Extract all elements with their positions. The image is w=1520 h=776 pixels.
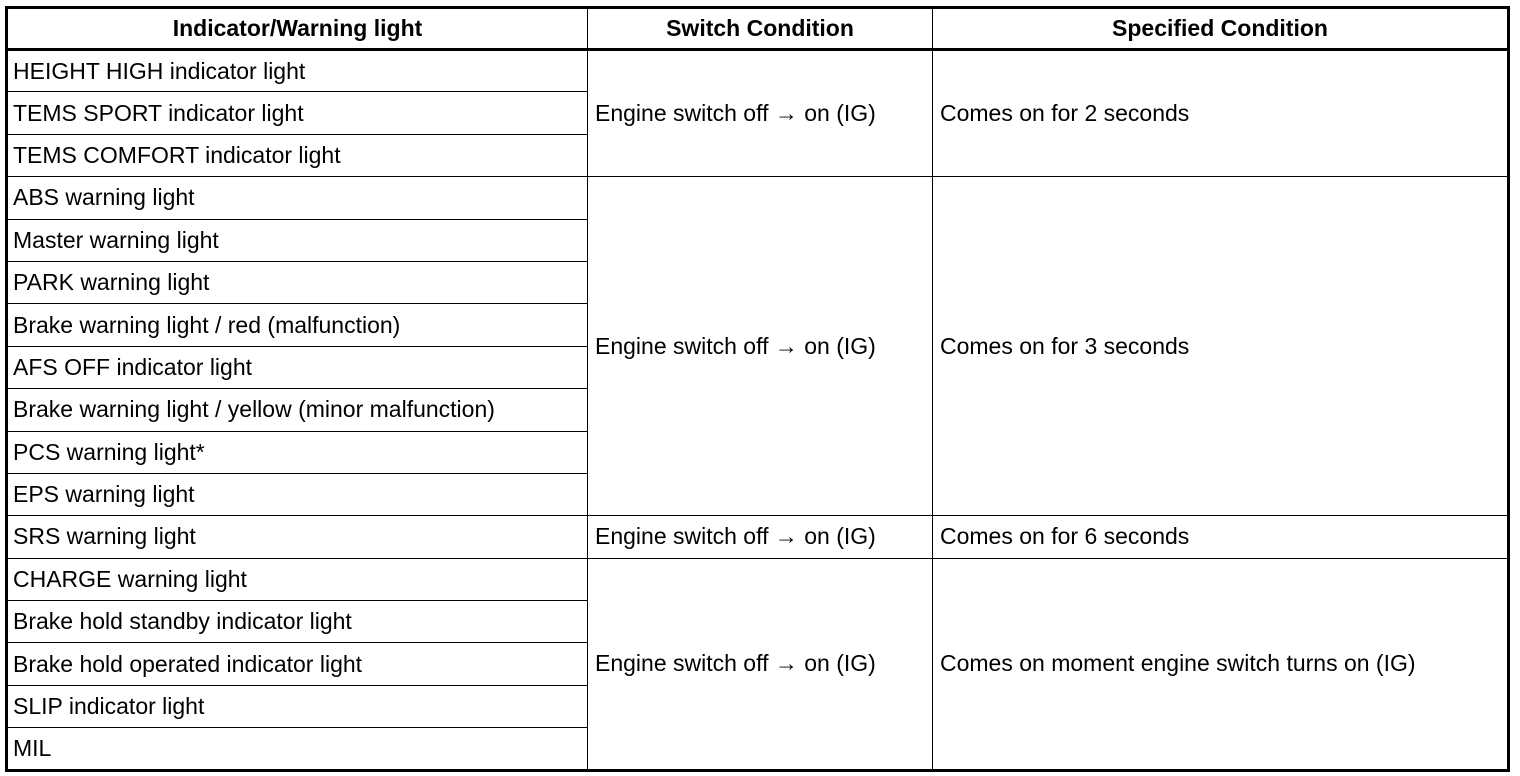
table-row: [7, 516, 1509, 558]
table-row: [7, 50, 1509, 92]
indicator-cell: Master warning light: [7, 219, 588, 261]
table-header: [7, 8, 1509, 50]
specified-condition-cell: Comes on for 6 seconds: [933, 516, 1509, 558]
switch-condition-cell: Engine switch off → on (IG): [588, 558, 933, 770]
specified-condition-cell: Comes on for 3 seconds: [933, 177, 1509, 516]
switch-condition-cell: Engine switch off → on (IG): [588, 177, 933, 516]
table-row: [7, 177, 1509, 219]
switch-condition-cell: Engine switch off → on (IG): [588, 516, 933, 558]
indicator-cell: ABS warning light: [7, 177, 588, 219]
indicator-cell: TEMS SPORT indicator light: [7, 92, 588, 134]
indicator-cell: EPS warning light: [7, 473, 588, 515]
header-row: [7, 8, 1509, 50]
indicator-cell: Brake hold operated indicator light: [7, 643, 588, 685]
header-specified-condition: Specified Condition: [933, 8, 1509, 50]
indicator-cell: CHARGE warning light: [7, 558, 588, 600]
indicator-cell: SRS warning light: [7, 516, 588, 558]
table-row: [7, 558, 1509, 600]
specified-condition-cell: Comes on moment engine switch turns on (IG): [933, 558, 1509, 770]
indicator-cell: Brake hold standby indicator light: [7, 601, 588, 643]
indicator-spec-table: [5, 6, 1510, 772]
indicator-cell: SLIP indicator light: [7, 685, 588, 727]
header-indicator: Indicator/Warning light: [7, 8, 588, 50]
indicator-cell: Brake warning light / red (malfunction): [7, 304, 588, 346]
indicator-cell: PARK warning light: [7, 261, 588, 303]
indicator-cell: AFS OFF indicator light: [7, 346, 588, 388]
indicator-cell: HEIGHT HIGH indicator light: [7, 50, 588, 92]
indicator-cell: TEMS COMFORT indicator light: [7, 134, 588, 176]
indicator-cell: MIL: [7, 728, 588, 770]
indicator-cell: Brake warning light / yellow (minor malfunction): [7, 389, 588, 431]
header-switch-condition: Switch Condition: [588, 8, 933, 50]
table-body: [7, 50, 1509, 771]
indicator-cell: PCS warning light*: [7, 431, 588, 473]
specified-condition-cell: Comes on for 2 seconds: [933, 50, 1509, 177]
switch-condition-cell: Engine switch off → on (IG): [588, 50, 933, 177]
